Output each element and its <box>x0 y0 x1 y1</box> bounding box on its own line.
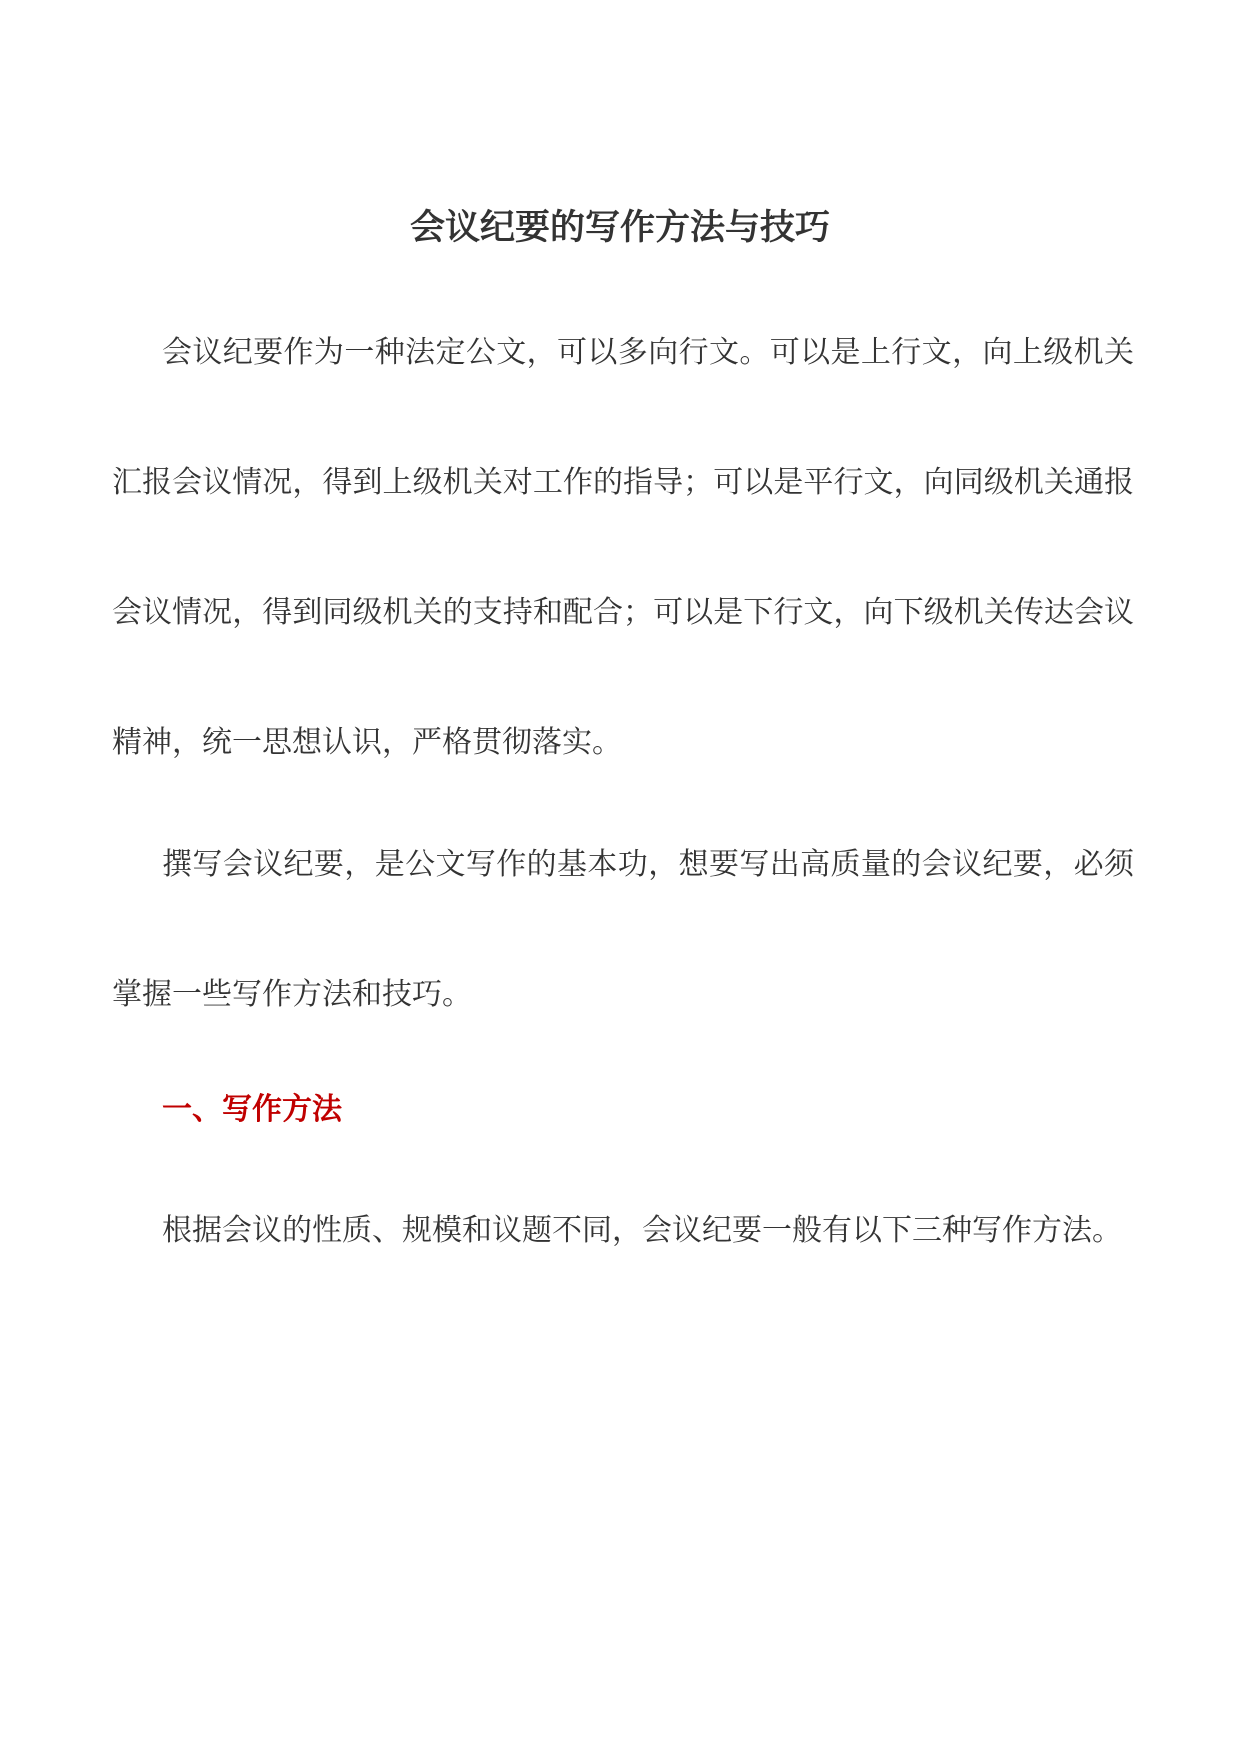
section-heading: 一、写作方法 <box>162 1092 342 1127</box>
body-paragraph: 会议纪要作为一种法定公文，可以多向行文。可以是上行文，向上级机关汇报会议情况，得到上级机关对工作的指导；可以是平行文，向同级机关通报会议情况，得到同级机关的支持和配合；可以是下行文，向下级机关传达会议精神，统一思想认识，严格贯彻落实。 <box>112 335 1134 760</box>
body-paragraph: 撰写会议纪要，是公文写作的基本功，想要写出高质量的会议纪要，必须掌握一些写作方法和技巧。 <box>112 847 1134 1012</box>
document-title: 会议纪要的写作方法与技巧 <box>409 208 830 248</box>
section-paragraph: 根据会议的性质、规模和议题不同，会议纪要一般有以下三种写作方法。 <box>162 1213 1122 1248</box>
